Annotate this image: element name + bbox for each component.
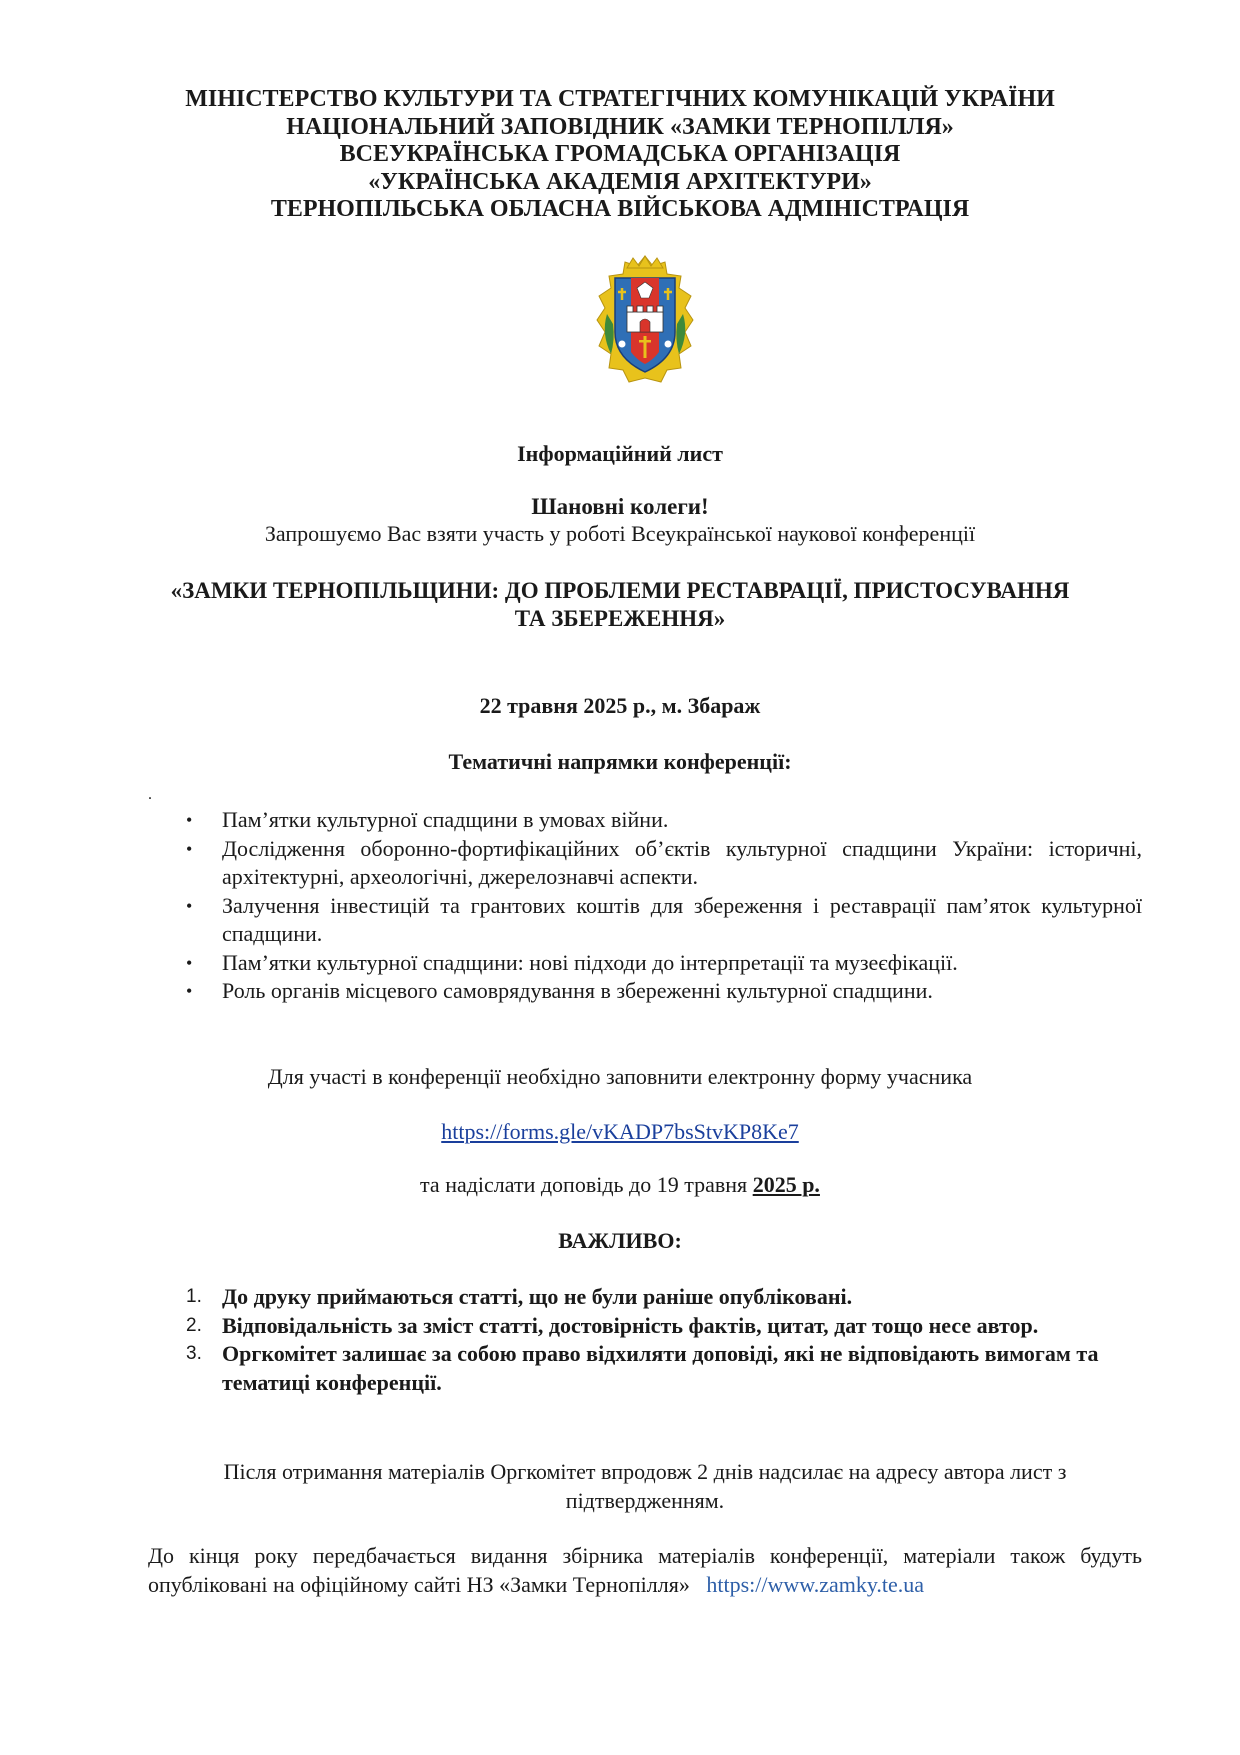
document-header [0,86,1240,224]
stray-dot: . [148,786,152,803]
list-item: • Пам’ятки культурної спадщини в умовах війни. [148,806,1142,835]
participation-text: Для участі в конференції необхідно заповнити електронну форму учасника [267,1064,973,1089]
bullet-icon: • [186,838,193,859]
important-heading: ВАЖЛИВО: [558,1228,682,1253]
coat-of-arms-icon [593,254,697,386]
bullet-icon: • [186,895,193,916]
form-link[interactable]: https://forms.gle/vKADP7bsStvKP8Ke7 [441,1119,799,1144]
letter-title: Інформаційний лист [517,441,723,466]
conference-title-line-1: «ЗАМКИ ТЕРНОПІЛЬЩИНИ: ДО ПРОБЛЕМИ РЕСТАВРАЦІЇ, ПРИСТОСУВАННЯ [170,578,1070,603]
header-line-reserve: НАЦІОНАЛЬНИЙ ЗАПОВІДНИК «ЗАМКИ ТЕРНОПІЛЛЯ» [286,113,954,140]
list-item: • Роль органів місцевого самоврядування в збереженні культурної спадщини. [148,977,1142,1006]
bullet-icon: • [186,810,193,830]
list-item: 1. До друку приймаються статті, що не були раніше опубліковані. [186,1284,853,1309]
form-link-wrap [0,1119,1240,1145]
list-item: • Пам’ятки культурної спадщини: нові підходи до інтерпретації та музеєфікації. [148,949,1142,978]
deadline-prefix: та надіслати доповідь до 19 травня [420,1172,753,1197]
site-link[interactable]: https://www.zamky.te.ua [706,1571,925,1597]
deadline-text [0,1172,1240,1198]
list-item: • Залучення інвестицій та грантових коштів для збереження і реставрації пам’яток культурної спадщини. [186,892,1142,946]
header-line-organization: ВСЕУКРАЇНСЬКА ГРОМАДСЬКА ОРГАНІЗАЦІЯ [339,141,901,167]
header-line-academy: «УКРАЇНСЬКА АКАДЕМІЯ АРХІТЕКТУРИ» [368,168,872,195]
list-item: 3. Оргкомітет залишає за собою право відхиляти доповіді, які не відповідають вимогам та тематиці конференції. [186,1341,1099,1395]
bullet-icon: • [186,981,193,1001]
invitation-text: Запрошуємо Вас взяти участь у роботі Всеукраїнської наукової конференції [264,521,976,546]
publication-paragraph [148,1542,1142,1599]
list-item: 2. Відповідальність за зміст статті, достовірність фактів, цитат, дат тощо несе автор. [186,1312,1039,1338]
greeting: Шановні колеги! [531,494,709,519]
conference-title-line-2: ТА ЗБЕРЕЖЕННЯ» [514,606,726,631]
important-list [148,1283,1142,1397]
deadline-year: 2025 р. [752,1172,820,1197]
list-item: • Дослідження оборонно-фортифікаційних об’єктів культурної спадщини України: історичні, архітектурні, археологічні, джерелознавчі аспекти. [186,835,1142,889]
confirmation-text: Після отримання матеріалів Оргкомітет впродовж 2 днів надсилає на адресу автора лист з підтвердженням. [223,1459,1067,1513]
bullet-icon: • [186,952,193,973]
topics-list [148,806,1142,1006]
publication-text: До кінця року передбачається видання збірника матеріалів конференції, матеріали також будуть опубліковані на офіційному сайті НЗ «Замки Тернопілля» [148,1543,1142,1597]
header-line-ministry: МІНІСТЕРСТВО КУЛЬТУРИ ТА СТРАТЕГІЧНИХ КОМУНІКАЦІЙ УКРАЇНИ [185,86,1055,112]
topics-heading: Тематичні напрямки конференції: [448,749,792,774]
header-line-administration: ТЕРНОПІЛЬСЬКА ОБЛАСНА ВІЙСЬКОВА АДМІНІСТРАЦІЯ [270,196,970,222]
date-place: 22 травня 2025 р., м. Збараж [479,693,761,718]
